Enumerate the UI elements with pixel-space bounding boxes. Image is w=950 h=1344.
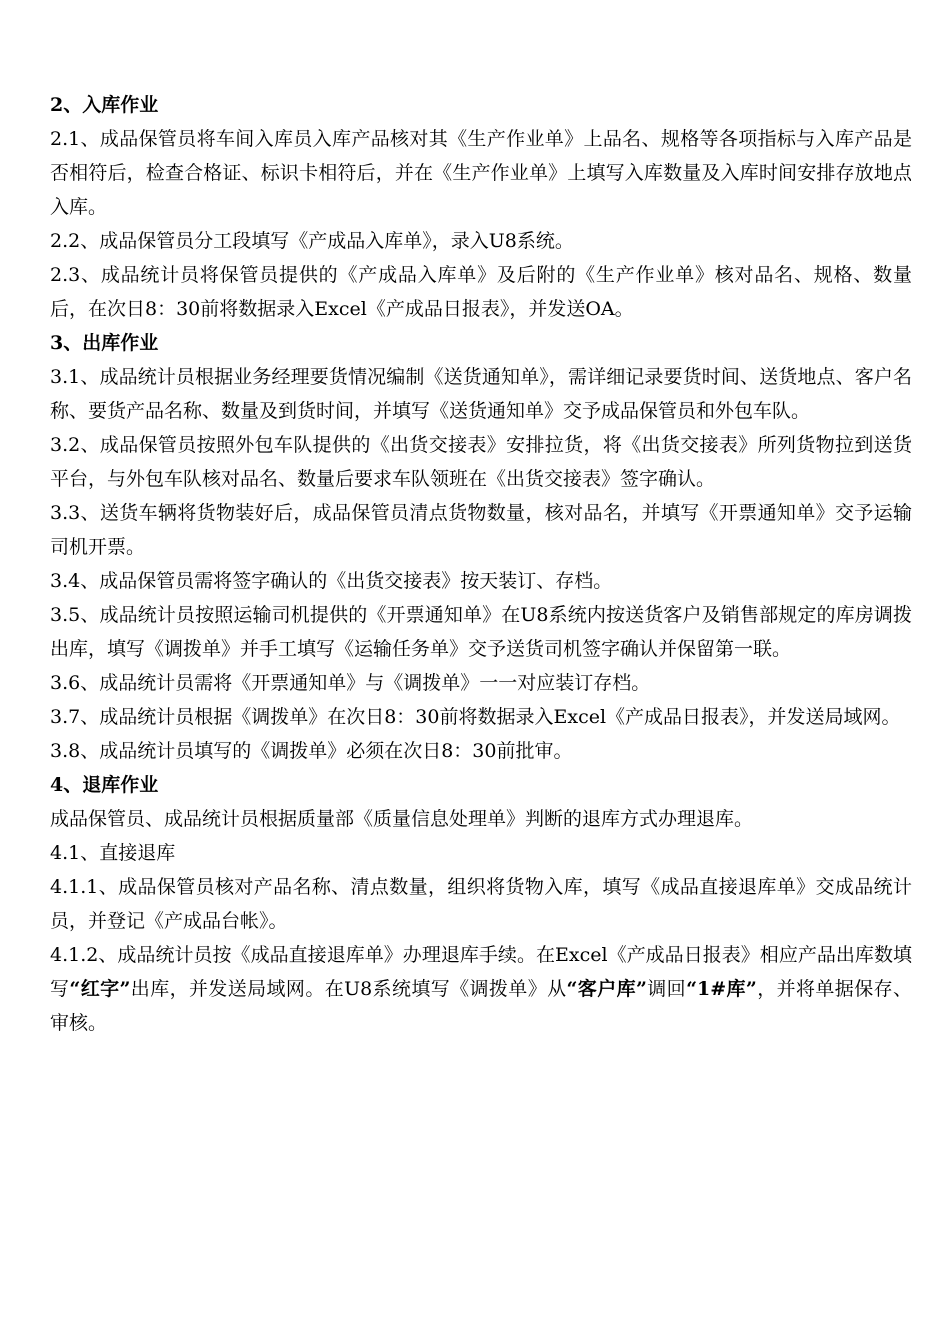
paragraph-3-5: 3.5、成品统计员按照运输司机提供的《开票通知单》在U8系统内按送货客户及销售部规定的库房调拨出库，填写《调拨单》并手工填写《运输任务单》交予送货司机签字确认并保留第一联。	[50, 604, 912, 660]
document-page	[50, 88, 912, 1040]
bold-warehouse-1: “1#库”	[686, 978, 757, 1000]
paragraph-3-8: 3.8、成品统计员填写的《调拨单》必须在次日8：30前批审。	[50, 740, 573, 762]
paragraph-3-4: 3.4、成品保管员需将签字确认的《出货交接表》按天装订、存档。	[50, 570, 613, 592]
paragraph-4-1-2-text-3: 调回	[646, 978, 687, 1000]
paragraph-4-1-2-text-1: 4.1.2、成品统计员按《成品直接退库单》办理退库手续。在Excel《产成品日报表》相应产品出库数填写	[50, 944, 912, 1000]
paragraph-3-1: 3.1、成品统计员根据业务经理要货情况编制《送货通知单》，需详细记录要货时间、送货地点、客户名称、要货产品名称、数量及到货时间，并填写《送货通知单》交予成品保管员和外包车队。	[50, 366, 912, 422]
bold-red-character-note: “红字”	[69, 978, 131, 1000]
bold-customer-warehouse: “客户库”	[566, 978, 647, 1000]
paragraph-3-2: 3.2、成品保管员按照外包车队提供的《出货交接表》安排拉货，将《出货交接表》所列货物拉到送货平台，与外包车队核对品名、数量后要求车队领班在《出货交接表》签字确认。	[50, 434, 912, 490]
paragraph-2-2: 2.2、成品保管员分工段填写《产成品入库单》，录入U8系统。	[50, 230, 574, 252]
paragraph-4-1-2-text-2: 出库，并发送局域网。在U8系统填写《调拨单》从	[130, 978, 567, 1000]
subheading-4-1: 4.1、直接退库	[50, 842, 176, 864]
paragraph-2-1: 2.1、成品保管员将车间入库员入库产品核对其《生产作业单》上品名、规格等各项指标与入库产品是否相符后，检查合格证、标识卡相符后，并在《生产作业单》上填写入库数量及入库时间安排存放地点入库。	[50, 128, 912, 218]
paragraph-3-6: 3.6、成品统计员需将《开票通知单》与《调拨单》一一对应装订存档。	[50, 672, 651, 694]
paragraph-2-3: 2.3、成品统计员将保管员提供的《产成品入库单》及后附的《生产作业单》核对品名、规格、数量后，在次日8：30前将数据录入Excel《产成品日报表》，并发送OA。	[50, 264, 912, 320]
section-4-heading: 4、退库作业	[50, 774, 159, 796]
section-3-heading: 3、出库作业	[50, 332, 159, 354]
paragraph-4-intro: 成品保管员、成品统计员根据质量部《质量信息处理单》判断的退库方式办理退库。	[50, 808, 754, 830]
paragraph-4-1-2-text-4: ，并将单据保存、审核。	[50, 978, 912, 1034]
section-2-heading: 2、入库作业	[50, 94, 159, 116]
paragraph-4-1-2	[50, 938, 912, 1040]
paragraph-3-7: 3.7、成品统计员根据《调拨单》在次日8：30前将数据录入Excel《产成品日报表》，并发送局域网。	[50, 706, 901, 728]
paragraph-4-1-1: 4.1.1、成品保管员核对产品名称、清点数量，组织将货物入库，填写《成品直接退库单》交成品统计员，并登记《产成品台帐》。	[50, 876, 912, 932]
paragraph-3-3: 3.3、送货车辆将货物装好后，成品保管员清点货物数量，核对品名，并填写《开票通知单》交予运输司机开票。	[50, 502, 912, 558]
